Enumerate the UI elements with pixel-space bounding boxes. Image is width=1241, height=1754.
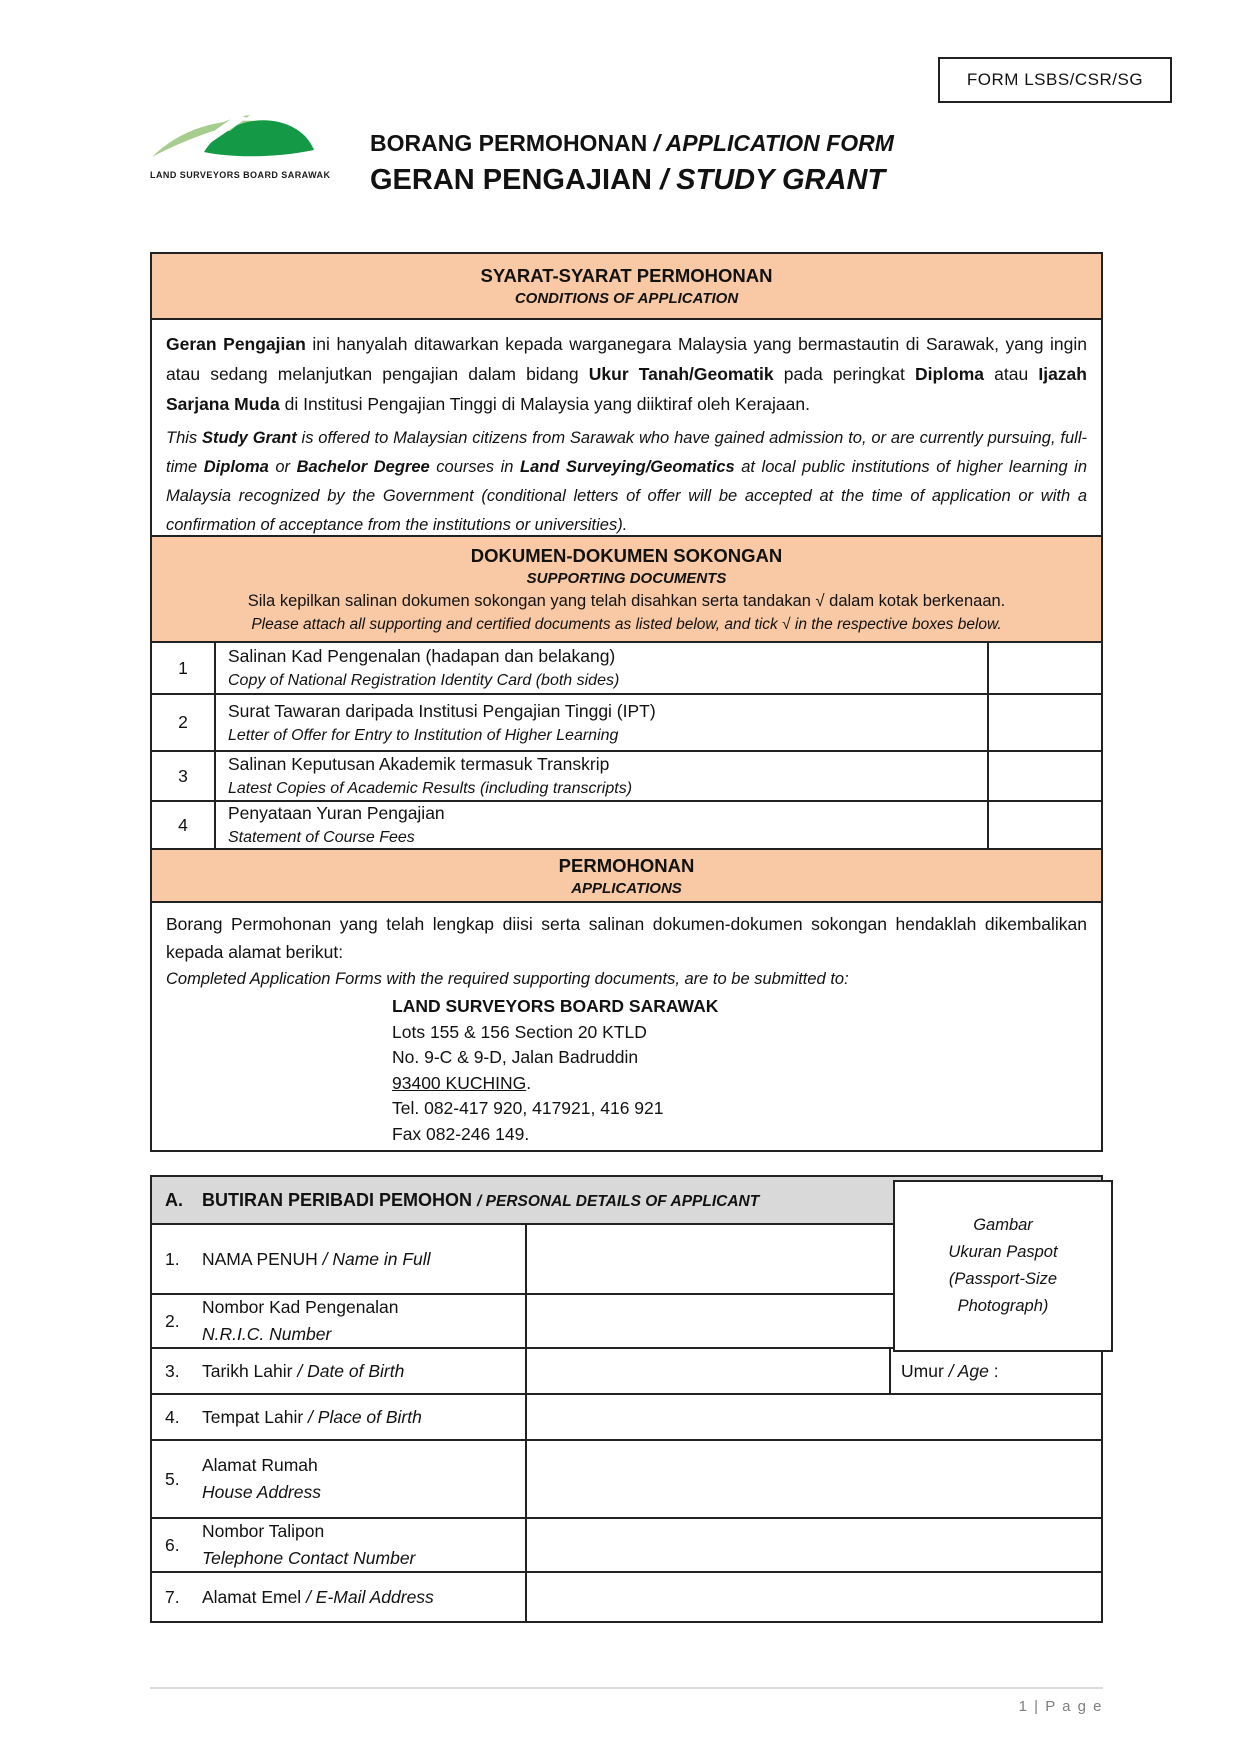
document-title-en: Latest Copies of Academic Results (including transcripts) [228, 780, 633, 797]
applications-header [152, 850, 1101, 903]
document-row-3 [152, 752, 1101, 802]
field-row-telephone: 6. Nombor Talipon Telephone Contact Number [152, 1519, 1101, 1573]
passport-photo-box[interactable]: Gambar Ukuran Paspot (Passport-Size Photograph) [893, 1180, 1113, 1352]
document-title-my: Salinan Kad Pengenalan (hadapan dan belakang) [228, 646, 616, 666]
form-code-text: FORM LSBS/CSR/SG [966, 70, 1144, 89]
form-code-box [938, 57, 1172, 103]
address-block [392, 994, 1087, 1147]
conditions-body [152, 320, 1101, 537]
document-title-my: Salinan Keputusan Akademik termasuk Transkrip [228, 754, 610, 774]
conditions-paragraph-my: Geran Pengajian ini hanyalah ditawarkan kepada warganegara Malaysia yang bermastautin di Sarawak, yang ingin atau sedang melanjutkan pengajian dalam bidang Ukur Tanah/Geomatik pada peringkat Diploma atau Ijazah Sarjana Muda di Institusi Pengajian Tinggi di Malaysia yang diiktiraf oleh Kerajaan. [166, 334, 1087, 414]
telephone-input[interactable] [527, 1519, 1101, 1571]
house-address-input[interactable] [527, 1441, 1101, 1517]
form-title [370, 127, 894, 200]
document-number: 4 [152, 802, 216, 848]
field-row-dob: 3. Tarikh Lahir / Date of Birth Umur / Age : [152, 1349, 1101, 1395]
applications-header-en: APPLICATIONS [571, 879, 682, 897]
logo-caption: LAND SURVEYORS BOARD SARAWAK [150, 170, 331, 180]
info-tables [150, 252, 1103, 1152]
tick-box-2[interactable] [987, 695, 1101, 750]
tick-box-1[interactable] [987, 643, 1101, 693]
documents-note-en: Please attach all supporting and certified documents as listed below, and tick √ in the respective boxes below. [251, 615, 1002, 633]
document-title-en: Letter of Offer for Entry to Institution of Higher Learning [228, 726, 619, 744]
footer-divider [150, 1687, 1103, 1689]
lsbs-logo-icon [150, 110, 314, 168]
documents-header-my: DOKUMEN-DOKUMEN SOKONGAN [470, 544, 783, 566]
field-row-house-address: 5. Alamat Rumah House Address [152, 1441, 1101, 1519]
applications-paragraph-my: Borang Permohonan yang telah lengkap diisi serta salinan dokumen-dokumen sokongan hendaklah dikembalikan kepada alamat berikut: [166, 914, 1087, 962]
age-input[interactable]: Umur / Age : [889, 1349, 1101, 1393]
section-letter: A. [165, 1189, 183, 1210]
documents-header [152, 537, 1101, 643]
document-number: 3 [152, 752, 216, 800]
conditions-header-en: CONDITIONS OF APPLICATION [514, 290, 739, 307]
address-city: 93400 KUCHING. [392, 1072, 532, 1093]
conditions-paragraph-en: This Study Grant is offered to Malaysian citizens from Sarawak who have gained admission to, or are currently pursuing, full-time Diploma or Bachelor Degree courses in Land Surveying/Geomatics at local public institutions of higher learning in Malaysia recognized by the Government (conditional letters of offer will be accepted at the time of application or with a confirmation of acceptance from the institutions or universities). [166, 429, 1088, 534]
personal-details-section [150, 1175, 1103, 1623]
applications-paragraph-en: Completed Application Forms with the required supporting documents, are to be submitted to: [166, 970, 849, 988]
applications-header-my: PERMOHONAN [558, 854, 695, 876]
dob-input[interactable] [527, 1349, 889, 1393]
document-title-my: Penyataan Yuran Pengajian [228, 803, 445, 823]
document-title-en: Copy of National Registration Identity Card (both sides) [228, 672, 620, 689]
document-row-1 [152, 643, 1101, 695]
pob-input[interactable] [527, 1395, 1101, 1439]
email-input[interactable] [527, 1573, 1101, 1621]
form-title-line2: GERAN PENGAJIAN / STUDY GRANT [370, 164, 886, 196]
document-number: 1 [152, 643, 216, 693]
field-row-email: 7. Alamat Emel / E-Mail Address [152, 1573, 1101, 1621]
document-title-my: Surat Tawaran daripada Institusi Pengajian Tinggi (IPT) [228, 700, 656, 721]
address-tel: Tel. 082-417 920, 417921, 416 921 [392, 1098, 664, 1118]
conditions-header [152, 254, 1101, 320]
page-number: 1 | P a g e [1018, 1698, 1103, 1715]
tick-box-3[interactable] [987, 752, 1101, 800]
document-row-4 [152, 802, 1101, 850]
documents-header-en: SUPPORTING DOCUMENTS [526, 569, 727, 587]
address-line-1: Lots 155 & 156 Section 20 KTLD [392, 1021, 647, 1042]
address-name: LAND SURVEYORS BOARD SARAWAK [392, 996, 719, 1016]
field-row-pob: 4. Tempat Lahir / Place of Birth [152, 1395, 1101, 1441]
documents-note-my: Sila kepilkan salinan dokumen sokongan yang telah disahkan serta tandakan √ dalam kotak berkenaan. [247, 591, 1006, 610]
document-title-en: Statement of Course Fees [228, 829, 415, 846]
tick-box-4[interactable] [987, 802, 1101, 848]
section-a-title: BUTIRAN PERIBADI PEMOHON / PERSONAL DETAILS OF APPLICANT [202, 1189, 760, 1210]
document-row-2 [152, 695, 1101, 752]
document-number: 2 [152, 695, 216, 750]
conditions-header-my: SYARAT-SYARAT PERMOHONAN [480, 265, 773, 286]
field-row-name: 1. NAMA PENUH / Name in Full [152, 1225, 1101, 1295]
applications-body [152, 903, 1101, 1150]
lsbs-logo [150, 110, 331, 180]
address-line-2: No. 9-C & 9-D, Jalan Badruddin [392, 1047, 639, 1067]
field-row-nric: 2. Nombor Kad Pengenalan N.R.I.C. Number [152, 1295, 1101, 1349]
form-title-line1: BORANG PERMOHONAN / APPLICATION FORM [370, 130, 894, 156]
address-fax: Fax 082-246 149. [392, 1123, 530, 1144]
